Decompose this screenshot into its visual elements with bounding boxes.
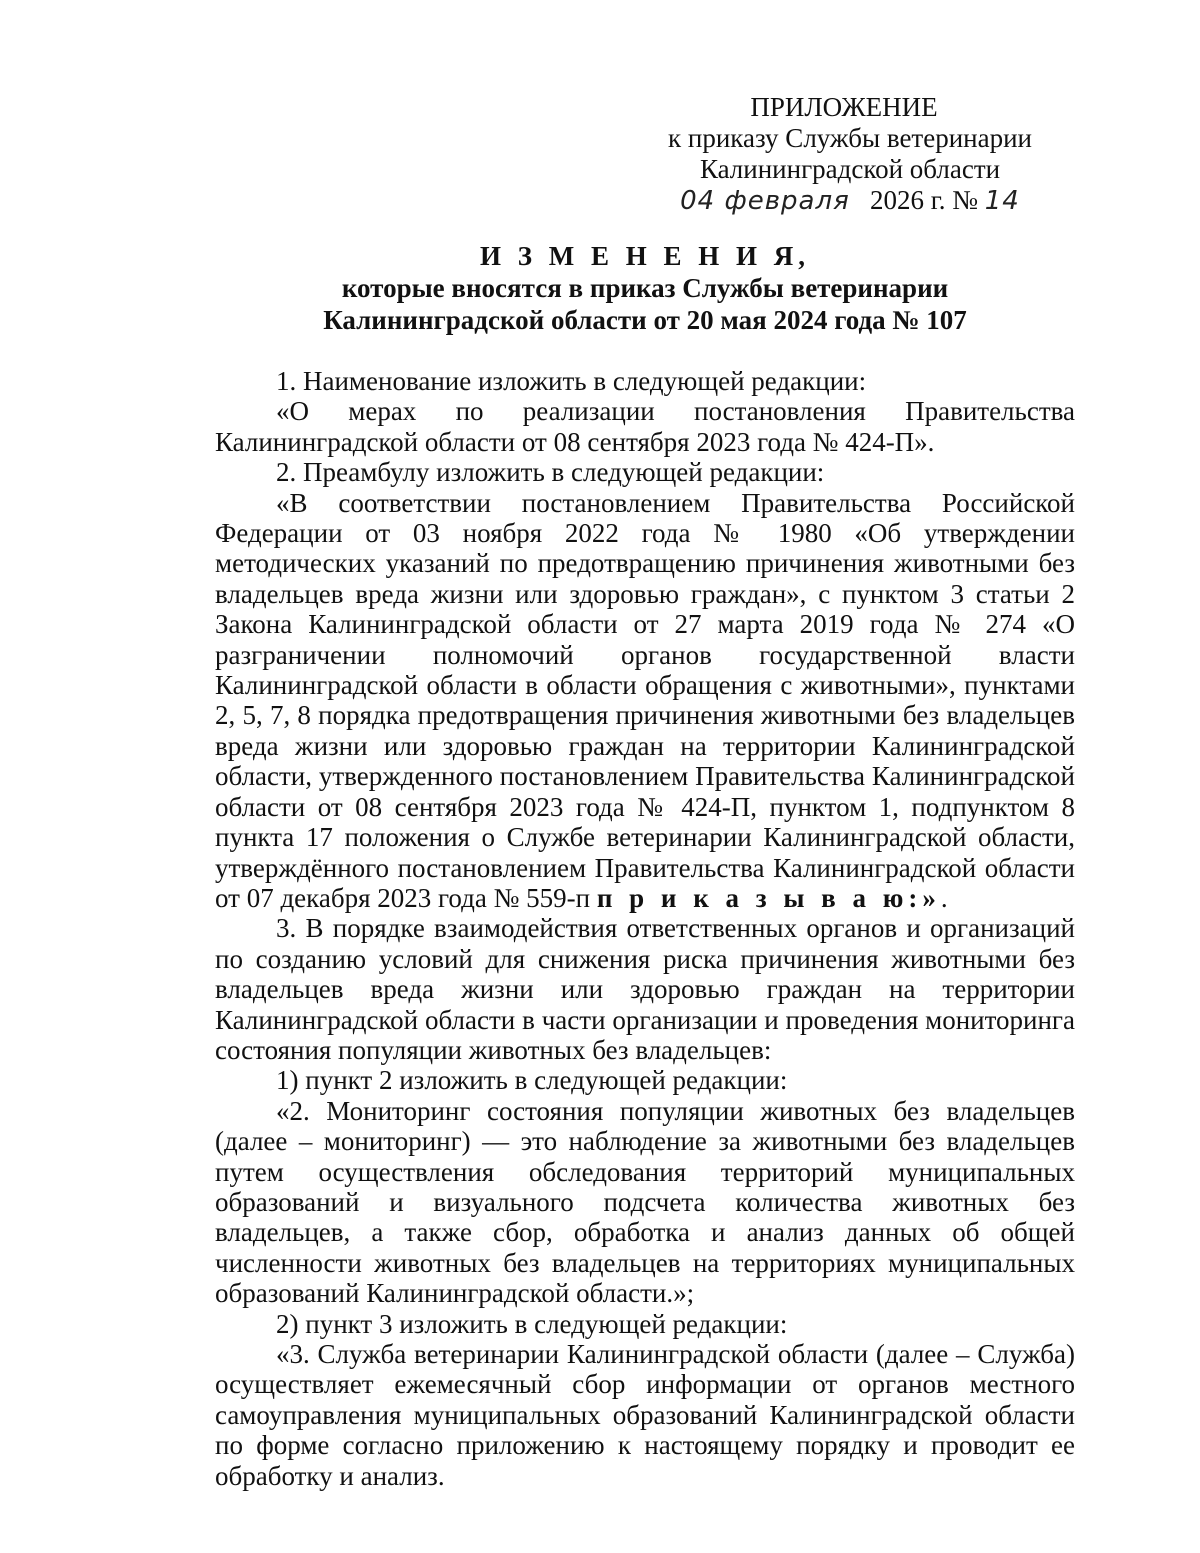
appendix-block	[600, 92, 1100, 221]
appendix-line-2: Калининградской области	[699, 154, 1001, 184]
paragraph-7: «2. Мониторинг состояния популяции животных без владельцев (далее – мониторинг) — это наблюдение за животными без владельцев путем осуществления обследования территорий муниципальных образований и визуального подсчета количества животных без владельцев, а также сбор, обработка и анализ данных об общей численности животных без владельцев на территориях муниципальных образований Калининградской области.»;	[215, 1095, 1075, 1309]
appendix-year: 2026 г.	[869, 185, 946, 215]
heading-subtitle-2: Калининградской области от 20 мая 2024 года № 107	[323, 305, 967, 335]
heading-subtitle-1: которые вносятся в приказ Службы ветеринарии	[341, 273, 949, 303]
paragraph-4	[215, 488, 1075, 914]
handwritten-number: 14	[984, 186, 1020, 216]
document-heading	[215, 240, 1075, 336]
appendix-line-1: к приказу Службы ветеринарии	[668, 123, 1032, 153]
paragraph-6: 1) пункт 2 изложить в следующей редакции:	[276, 1065, 788, 1096]
paragraph-8: 2) пункт 3 изложить в следующей редакции:	[276, 1308, 788, 1339]
document-body	[215, 366, 1075, 1491]
paragraph-1: 1. Наименование изложить в следующей редакции:	[276, 366, 867, 396]
heading-title: И З М Е Н Е Н И Я,	[479, 241, 810, 271]
handwritten-date: 04 февраля	[680, 186, 850, 216]
paragraph-3: 2. Преамбулу изложить в следующей редакции:	[276, 457, 825, 488]
appendix-date-line	[600, 185, 1100, 221]
paragraph-4-text: «В соответствии постановлением Правительства Российской Федерации от 03 ноября 2022 года № 1980 «Об утверждении методических указаний по предотвращению причинения животными без владельцев вреда жизни или здоровью граждан», с пунктом 3 статьи 2 Закона Калининградской области от 27 марта 2019 года № 274 «О разграничении полномочий органов государственной власти Калининградской области в области обращения с животными», пунктами 2, 5, 7, 8 порядка предотвращения причинения животными без владельцев вреда жизни или здоровью граждан на территории Калининградской области, утвержденного постановлением Правительства Калининградской области от 08 сентября 2023 года № 424-П, пунктом 1, подпунктом 8 пункта 17 положения о Службе ветеринарии Калининградской области, утверждённого постановлением Правительства Калининградской области от 07 декабря 2023 года № 559-п	[215, 487, 1075, 913]
appendix-number-label: №	[952, 185, 979, 215]
paragraph-4-bold: п р и к а з ы в а ю:»	[596, 882, 941, 913]
paragraph-9: «3. Служба ветеринарии Калининградской области (далее – Служба) осуществляет ежемесячный сбор информации от органов местного самоуправления муниципальных образований Калининградской области по форме согласно приложению к настоящему порядку и проводит ее обработку и анализ.	[215, 1339, 1075, 1491]
paragraph-4-end: .	[940, 882, 948, 913]
appendix-title: ПРИЛОЖЕНИЕ	[750, 92, 938, 122]
paragraph-5: 3. В порядке взаимодействия ответственных органов и организаций по созданию условий для снижения риска причинения животными без владельцев вреда жизни или здоровью граждан на территории Калининградской области в части организации и проведения мониторинга состояния популяции животных без владельцев:	[215, 913, 1075, 1065]
paragraph-2: «О мерах по реализации постановления Правительства Калининградской области от 08 сентября 2023 года № 424-П».	[215, 396, 1075, 457]
